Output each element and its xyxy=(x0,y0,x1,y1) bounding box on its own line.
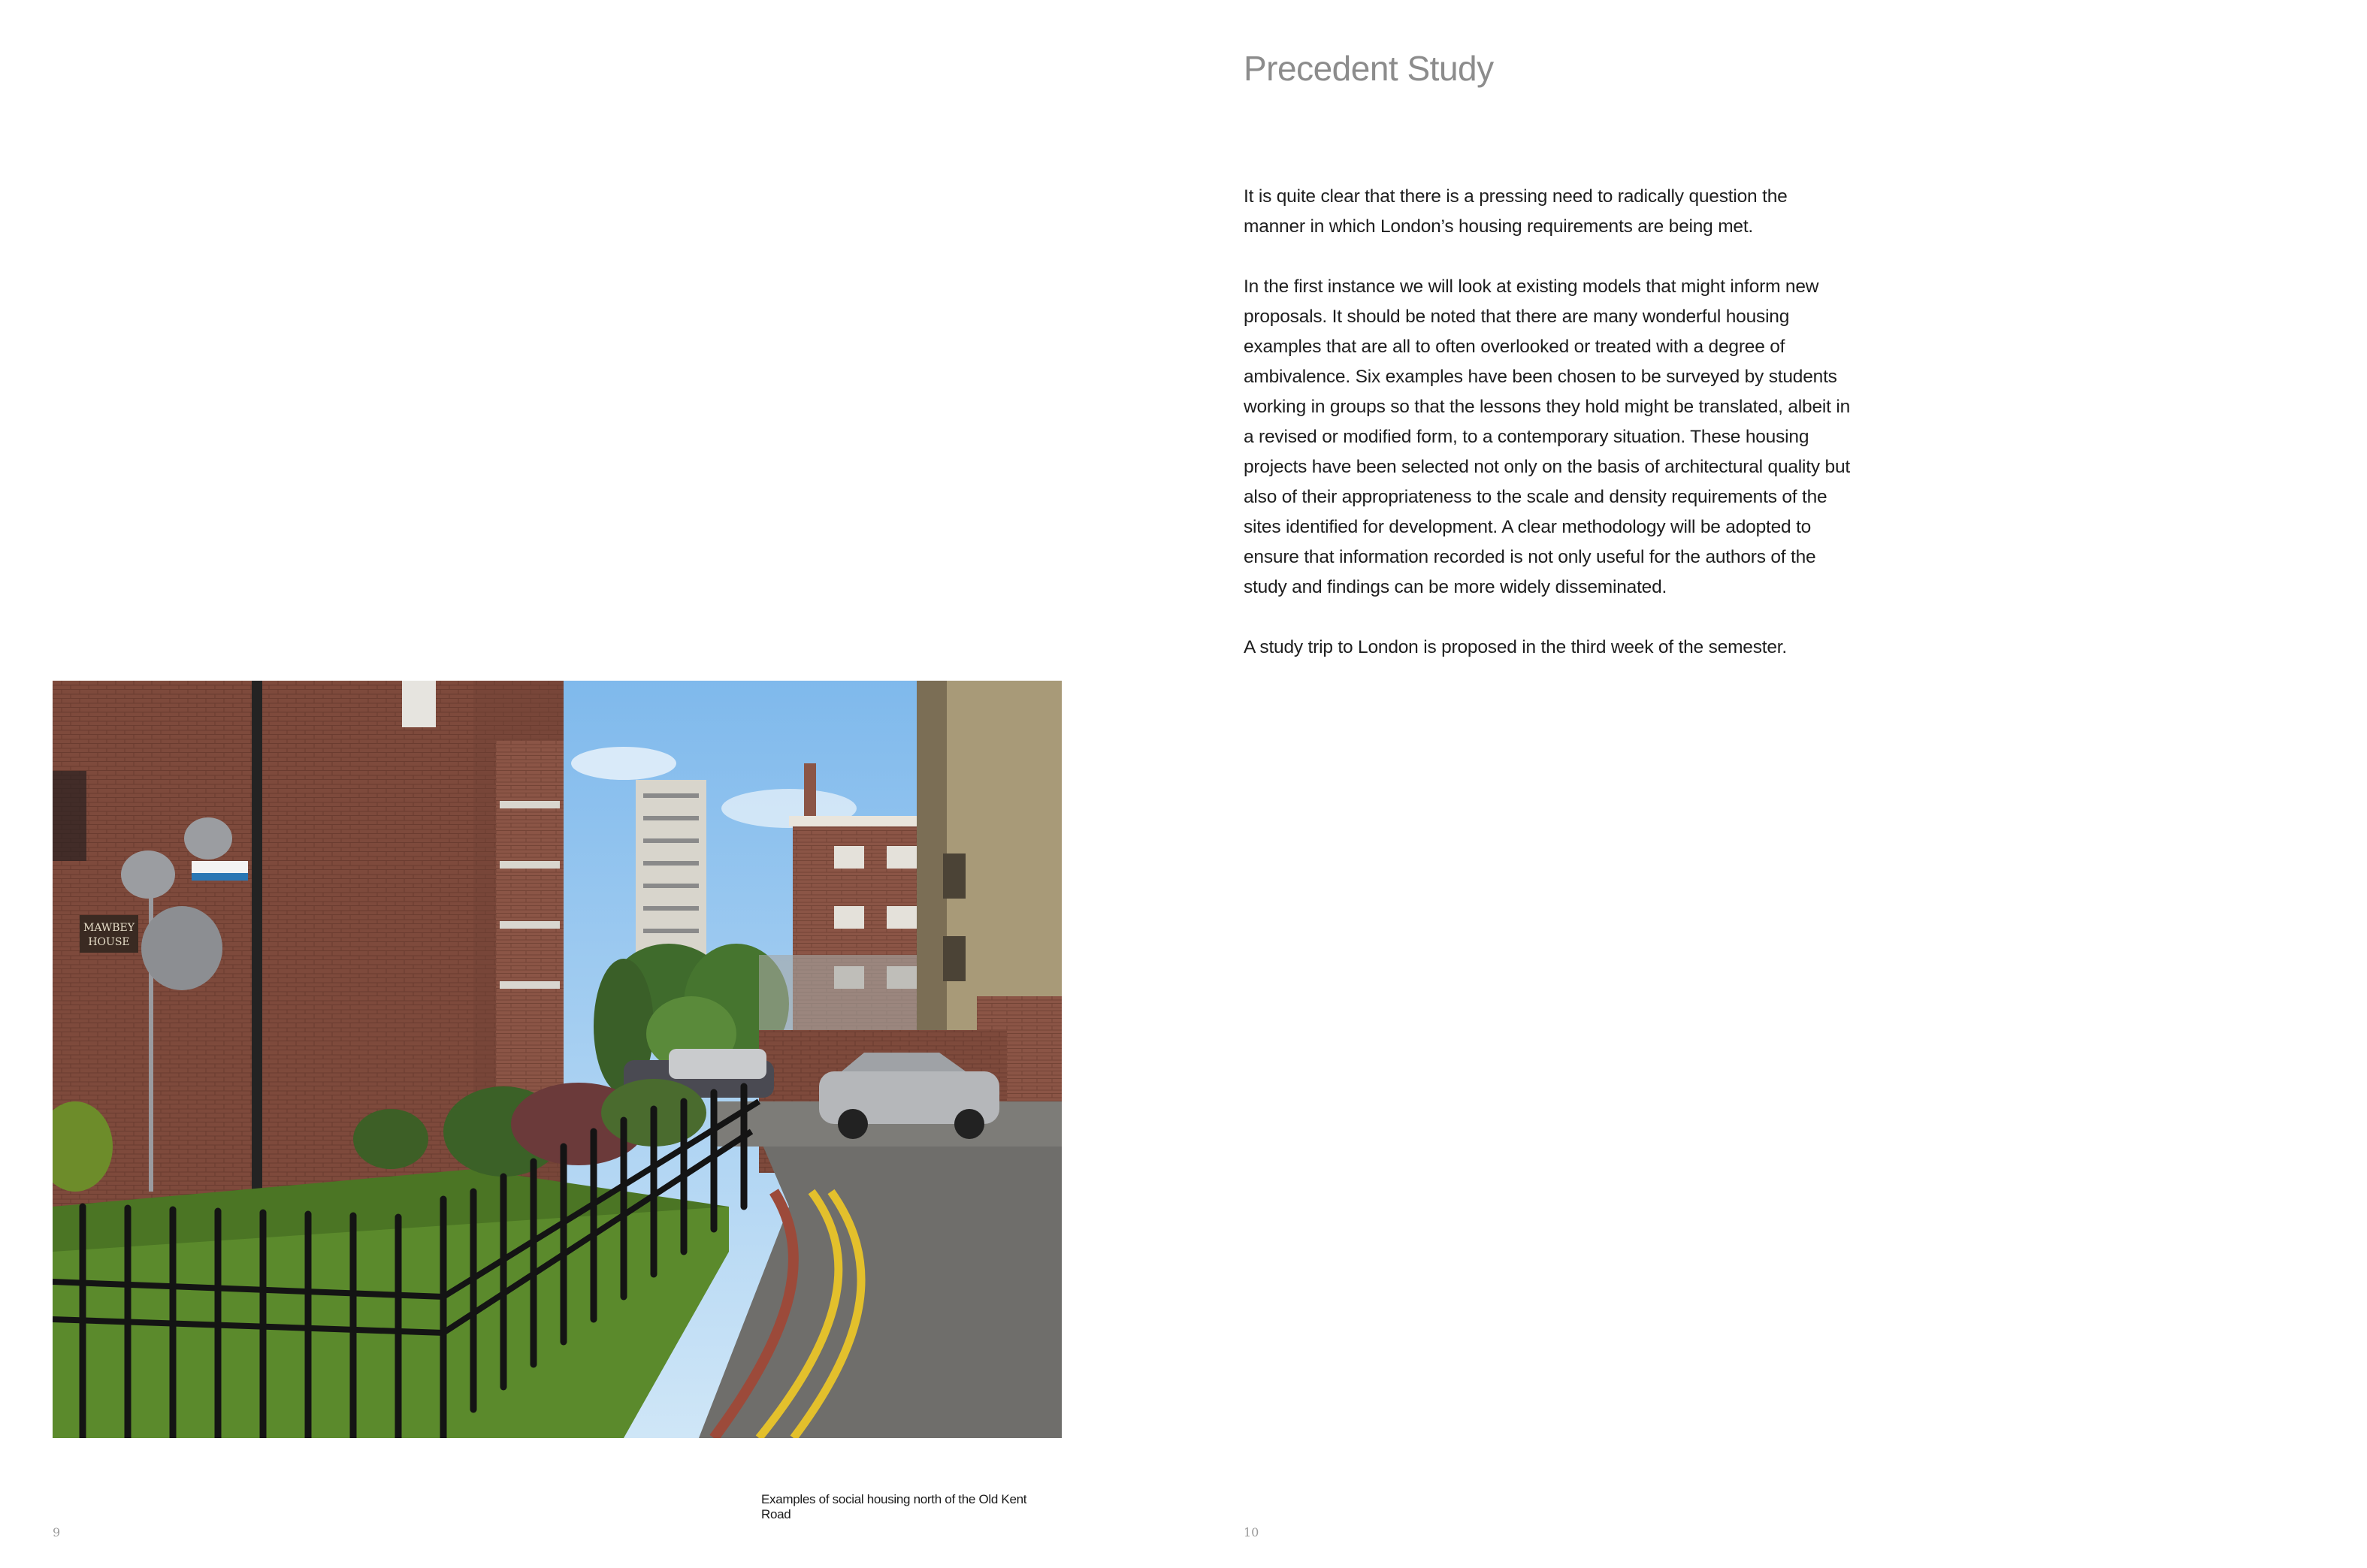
housing-photo xyxy=(53,681,1062,1438)
body-text xyxy=(1244,182,1852,693)
page-title: Precedent Study xyxy=(1244,49,1494,88)
photo-caption: Examples of social housing north of the Old Kent Road xyxy=(761,1492,1027,1521)
paragraph: A study trip to London is proposed in the third week of the semester. xyxy=(1244,637,1787,657)
sign-line2: HOUSE xyxy=(88,936,130,948)
paragraph: In the first instance we will look at existing models that might inform new proposals. It should be noted that there are many wonderful housing examples that are all to often overlooked or treated with a degree of ambivalence. Six examples have been chosen to be surveyed by students working in groups so that the lessons they hold might be translated, albeit in a revised or modified form, to a contemporary situation. These housing projects have been selected not only on the basis of architectural quality but also of their appropriateness to the scale and density requirements of the sites identified for development. A clear methodology will be adopted to ensure that information recorded is not only useful for the authors of the study and findings can be more widely disseminated. xyxy=(1244,276,1851,597)
housing-photo-illustration xyxy=(53,681,1062,1438)
right-page xyxy=(1184,0,2367,1568)
paragraph: It is quite clear that there is a pressing need to radically question the manner in which London’s housing requirements are being met. xyxy=(1244,186,1788,237)
page-number: 9 xyxy=(53,1525,61,1539)
sign-line1: MAWBEY xyxy=(83,922,135,934)
page-number: 10 xyxy=(1244,1525,1259,1539)
